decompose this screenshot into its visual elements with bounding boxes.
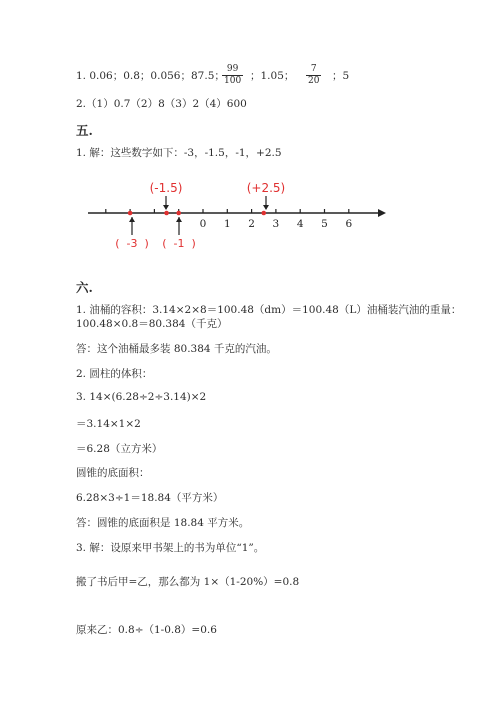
fraction-7-20: [306, 64, 321, 87]
arrowhead-icon: [163, 205, 169, 210]
answer-text: 1. 0.06；0.8；0.056；87.5；: [76, 70, 225, 82]
solution-line: 答：这个油桶最多装 80.384 千克的汽油。: [76, 343, 277, 355]
section-heading-5: 五.: [76, 123, 93, 138]
number-line-tick-label: 5: [321, 218, 328, 230]
number-line-point: [176, 211, 181, 216]
point-label-pos-2-5: (+2.5): [246, 181, 286, 195]
number-line-tick-label: 0: [199, 218, 207, 230]
solution-line: 答：圆锥的底面积是 18.84 平方米。: [76, 517, 250, 529]
point-label-neg-3: ( -3 ): [115, 237, 149, 250]
solution-line: ＝6.28（立方米）: [76, 443, 163, 455]
solution-line: 3. 解：设原来甲书架上的书为单位“1”。: [76, 542, 265, 554]
number-line-tick-label: 3: [272, 218, 280, 230]
number-line-point: [261, 211, 266, 216]
number-line-tick-label: 6: [345, 218, 353, 230]
solution-line: ＝3.14×1×2: [76, 418, 141, 430]
number-line-point: [128, 211, 133, 216]
answer-line-5-1: 1. 解：这些数字如下：-3，-1.5，-1，+2.5: [76, 147, 282, 159]
fraction-denominator: 100: [224, 76, 242, 86]
number-line-tick-label: 1: [223, 218, 231, 230]
arrowhead-icon: [263, 205, 269, 210]
point-label-neg-1: ( -1 ): [162, 237, 196, 250]
arrowhead-icon: [176, 217, 182, 222]
solution-line: 圆锥的底面积：: [76, 467, 150, 479]
solution-line: 1. 油桶的容积：3.14×2×8＝100.48（dm）＝100.48（L）油桶装汽油的重量：: [76, 304, 462, 316]
section-heading-6: 六.: [76, 280, 93, 295]
fraction-numerator: 7: [310, 64, 317, 74]
solution-line: 6.28×3÷1＝18.84（平方米）: [76, 492, 224, 504]
answer-line-4-1: [76, 68, 225, 83]
number-line-point: [164, 211, 169, 216]
point-label-neg-1-5: (-1.5): [149, 181, 183, 195]
answer-separator: ；1.05；: [250, 70, 295, 82]
solution-line: 3. 14×(6.28÷2÷3.14)×2: [76, 391, 207, 403]
number-line-tick-label: 2: [248, 218, 255, 230]
fraction-numerator: 99: [226, 64, 239, 74]
answer-separator: ；5: [332, 70, 350, 82]
axis-arrowhead: [378, 209, 386, 217]
number-line-tick-label: 4: [296, 218, 304, 230]
solution-line: 100.48×0.8＝80.384（千克）: [76, 318, 228, 330]
solution-line: 搬了书后甲=乙，那么都为 1×（1-20%）=0.8: [76, 576, 300, 588]
answer-line-4-2: 2.（1）0.7（2）8（3）2（4）600: [76, 98, 247, 110]
fraction-99-100: [222, 64, 243, 87]
number-line-figure: [80, 175, 390, 260]
solution-line: 2. 圆柱的体积：: [76, 368, 153, 380]
fraction-denominator: 20: [308, 76, 320, 86]
solution-line: 原来乙：0.8÷（1-0.8）=0.6: [76, 624, 217, 636]
arrowhead-icon: [129, 217, 135, 222]
